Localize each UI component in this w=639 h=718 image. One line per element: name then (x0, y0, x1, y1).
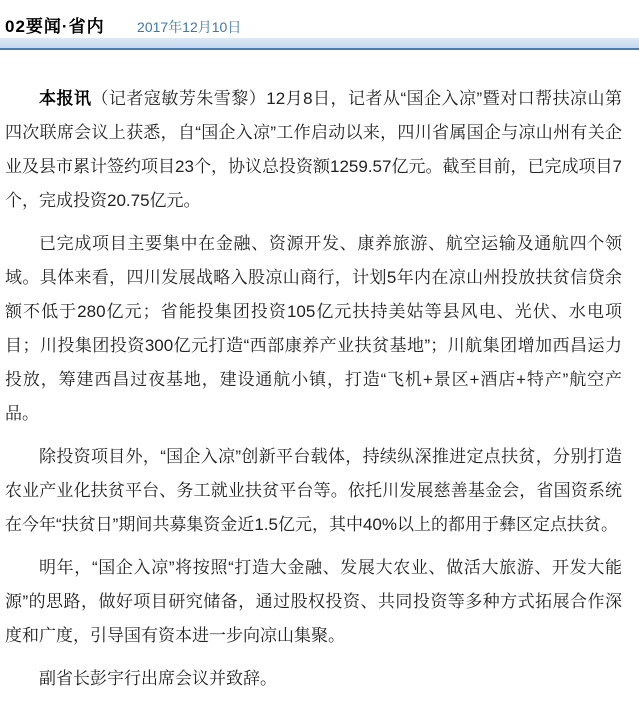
date-label: 2017年12月10日 (137, 19, 242, 35)
article-lead-label: 本报讯 (39, 89, 92, 108)
article-paragraph: 除投资项目外，“国企入凉”创新平台载体，持续纵深推进定点扶贫，分别打造农业产业化扶贫平台、务工就业扶贫平台等。依托川发展慈善基金会，省国资系统在今年“扶贫日”期间共募集资金近1.5亿元，其中40%以上的都用于彝区定点扶贫。 (5, 447, 622, 534)
article-paragraph: 已完成项目主要集中在金融、资源开发、康养旅游、航空运输及通航四个领域。具体来看，四川发展战略入股凉山商行，计划5年内在凉山州投放扶贫信贷余额不低于280亿元；省能投集团投资105亿元扶持美姑等县风电、光伏、水电项目；川投集团投资300亿元打造“西部康养产业扶贫基地”；川航集团增加西昌运力投放，筹建西昌过夜基地，建设通航小镇，打造“飞机+景区+酒店+特产”航空产品。 (5, 234, 622, 423)
article-paragraph: 明年，“国企入凉”将按照“打造大金融、发展大农业、做活大旅游、开发大能源”的思路，做好项目研究储备，通过股权投资、共同投资等多种方式拓展合作深度和广度，引导国有资本进一步向凉山集聚。 (5, 558, 622, 645)
section-label: 02要闻·省内 (5, 17, 105, 36)
article-paragraph: 副省长彭宇行出席会议并致辞。 (39, 669, 277, 688)
page-header (0, 0, 639, 38)
article-paragraph-lead (5, 82, 622, 218)
article-lead-text: （记者寇敏芳朱雪黎）12月8日，记者从“国企入凉”暨对口帮扶凉山第四次联席会议上获悉，自“国企入凉”工作启动以来，四川省属国企与凉山州有关企业及县市累计签约项目23个，协议总投资额1259.57亿元。截至目前，已完成项目7个，完成投资20.75亿元。 (5, 89, 623, 210)
article-body (0, 50, 639, 696)
header-divider-bar (0, 38, 639, 50)
